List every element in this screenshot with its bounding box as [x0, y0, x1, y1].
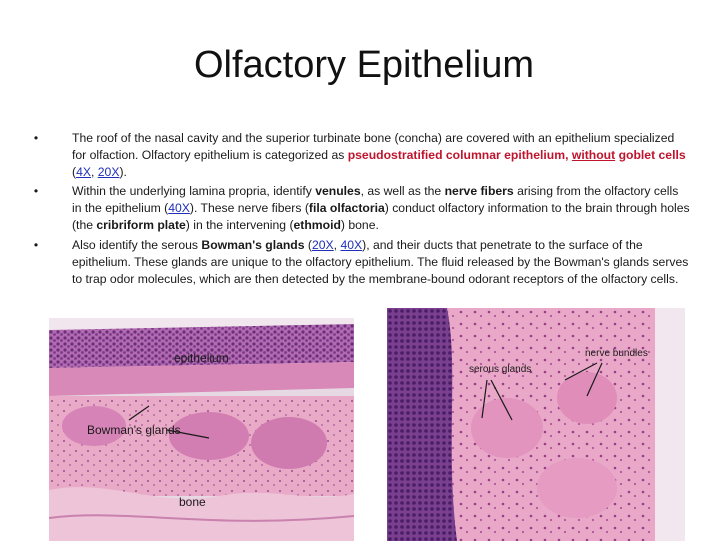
bullet-dot: • [33, 237, 39, 252]
bullet-dot: • [33, 184, 39, 199]
bullet-3-text-3: ), and their ducts that penetrate to the surface of the epithelium. These glands are unique to the olfactory epithelium. The fluid released by the Bowman's glands serves to trap odor molecules, which are then detected by the membrane-bound odorant receptors of the olfactory cells. [72, 237, 689, 286]
bullet-2-text-6: ) in the intervening ( [185, 218, 294, 233]
keyword-cribriform-plate: cribriform plate [96, 218, 186, 233]
link-20x-glands[interactable]: 20X [311, 237, 334, 252]
keyword-without: without [571, 148, 616, 163]
bullet-1-text-2: ( [72, 165, 77, 180]
bullet-2-text-5: ) conduct olfactory information to the brain through holes (the [72, 201, 690, 233]
bullet-3-text: Also identify the serous [72, 237, 202, 252]
bullet-3-sep: , [333, 237, 341, 252]
link-20x[interactable]: 20X [97, 165, 120, 180]
keyword-bowmans-glands: Bowman's glands [201, 237, 305, 252]
bullet-item-2 [30, 183, 690, 234]
bullet-3-text-2: ( [304, 237, 312, 252]
bullet-list [30, 130, 690, 290]
epithelium-layer [387, 308, 457, 541]
label-nerve-bundles: nerve bundles [585, 348, 648, 359]
bullet-1-text: The roof of the nasal cavity and the superior turbinate bone (concha) are covered with an epithelium specialized for olfaction. Olfactory epithelium is categorized as [72, 131, 675, 163]
keyword-venules: venules [315, 184, 361, 199]
bowmans-gland-cluster [169, 412, 249, 460]
keyword-goblet-cells: goblet cells [615, 148, 686, 163]
link-40x-glands[interactable]: 40X [340, 237, 363, 252]
bullet-dot: • [33, 131, 39, 145]
bullet-2-text: Within the underlying lamina propria, identify [72, 184, 316, 199]
bullet-2-text-7: ) bone. [340, 218, 379, 233]
bullet-1-sep: , [90, 165, 98, 180]
label-bowmans-glands: Bowman's glands [87, 423, 181, 437]
bullet-1-text-3: ). [119, 165, 127, 180]
micrograph-olfactory-epithelium [49, 318, 354, 541]
label-epithelium: epithelium [174, 351, 229, 365]
micrograph-right-svg [387, 308, 685, 541]
label-serous-glands: serous glands [469, 364, 532, 375]
keyword-pseudostratified: pseudostratified columnar epithelium, [347, 148, 572, 163]
label-bone: bone [179, 495, 206, 509]
bowmans-gland-cluster [251, 417, 327, 469]
slide-edge [655, 308, 685, 541]
micrograph-serous-glands [387, 308, 685, 541]
bullet-2-text-3: arising from the olfactory cells in the epithelium ( [72, 184, 679, 216]
micrograph-left-svg [49, 318, 354, 541]
link-40x[interactable]: 40X [168, 201, 190, 216]
link-4x[interactable]: 4X [76, 165, 91, 180]
keyword-nerve-fibers: nerve fibers [444, 184, 514, 199]
keyword-fila-olfactoria: fila olfactoria [308, 201, 385, 216]
serous-gland [537, 458, 617, 518]
serous-gland [471, 398, 543, 458]
bullet-2-text-2: , as well as the [360, 184, 445, 199]
bullet-2-text-4: ). These nerve fibers ( [189, 201, 309, 216]
keyword-ethmoid: ethmoid [293, 218, 341, 233]
bullet-item-3 [30, 237, 690, 288]
slide-title: Olfactory Epithelium [193, 44, 534, 86]
bullet-item-1 [30, 130, 690, 181]
